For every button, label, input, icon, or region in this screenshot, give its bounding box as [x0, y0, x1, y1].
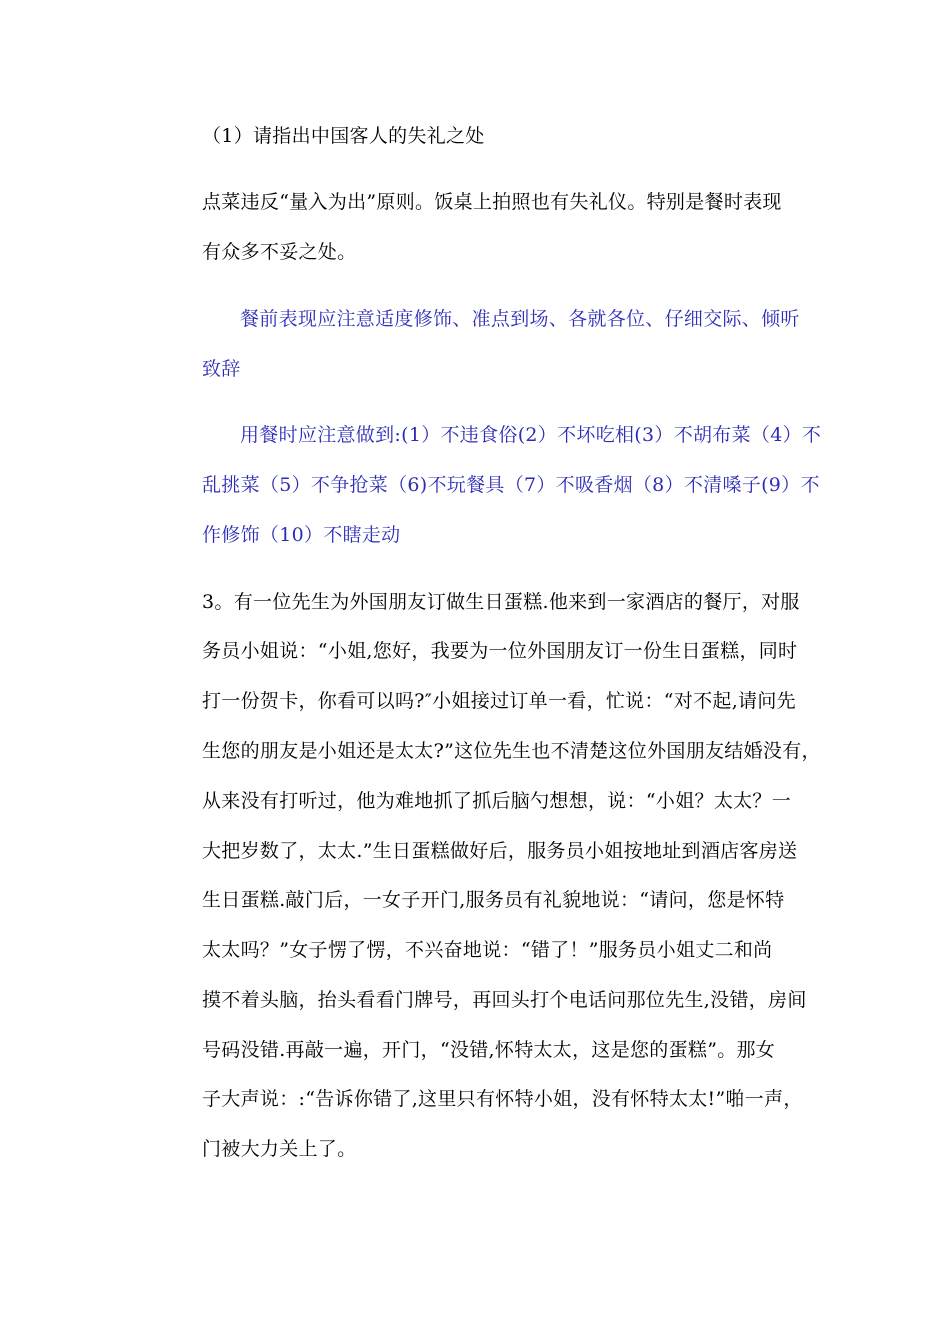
case3-line-1: 3。有一位先生为外国朋友订做生日蛋糕.他来到一家酒店的餐厅，对服 — [202, 591, 800, 613]
answer-line-2: 有众多不妥之处。 — [202, 241, 357, 263]
during-meal-line-3: 作修饰（10）不瞎走动 — [202, 524, 401, 546]
case3-line-2: 务员小姐说：“小姐,您好，我要为一位外国朋友订一份生日蛋糕，同时 — [202, 640, 798, 662]
case3-line-3: 打一份贺卡，你看可以吗?″小姐接过订单一看，忙说：“对不起,请问先 — [202, 690, 796, 712]
case3-line-12: 门被大力关上了。 — [202, 1138, 357, 1160]
question-heading: （1）请指出中国客人的失礼之处 — [202, 125, 485, 147]
pre-meal-line-1: 餐前表现应注意适度修饰、准点到场、各就各位、仔细交际、倾听 — [240, 308, 800, 330]
during-meal-line-1: 用餐时应注意做到:(1）不违食俗(2）不坏吃相(3）不胡布菜（4）不 — [240, 424, 822, 446]
during-meal-line-2: 乱挑菜（5）不争抢菜（6)不玩餐具（7）不吸香烟（8）不清嗓子(9）不 — [202, 474, 820, 496]
case3-line-4: 生您的朋友是小姐还是太太?”这位先生也不清楚这位外国朋友结婚没有， — [202, 740, 821, 762]
case3-line-10: 号码没错.再敲一遍，开门，“没错,怀特太太，这是您的蛋糕”。那女 — [202, 1039, 776, 1061]
case3-line-6: 大把岁数了，太太.”生日蛋糕做好后，服务员小姐按地址到酒店客房送 — [202, 840, 798, 862]
answer-line-1: 点菜违反“量入为出”原则。饭桌上拍照也有失礼仪。特别是餐时表现 — [202, 191, 782, 213]
case3-line-5: 从来没有打听过，他为难地抓了抓后脑勺想想，说：“小姐？太太？一 — [202, 790, 792, 812]
case3-line-7: 生日蛋糕.敲门后，一女子开门,服务员有礼貌地说：“请问，您是怀特 — [202, 889, 785, 911]
case3-line-8: 太太吗？”女子愣了愣，不兴奋地说：“错了！”服务员小姐丈二和尚 — [202, 939, 773, 961]
case3-line-9: 摸不着头脑，抬头看看门牌号，再回头打个电话问那位先生,没错，房间 — [202, 989, 807, 1011]
pre-meal-line-2: 致辞 — [202, 358, 241, 380]
case3-line-11: 子大声说：:“告诉你错了,这里只有怀特小姐，没有怀特太太!”啪一声， — [202, 1088, 803, 1110]
